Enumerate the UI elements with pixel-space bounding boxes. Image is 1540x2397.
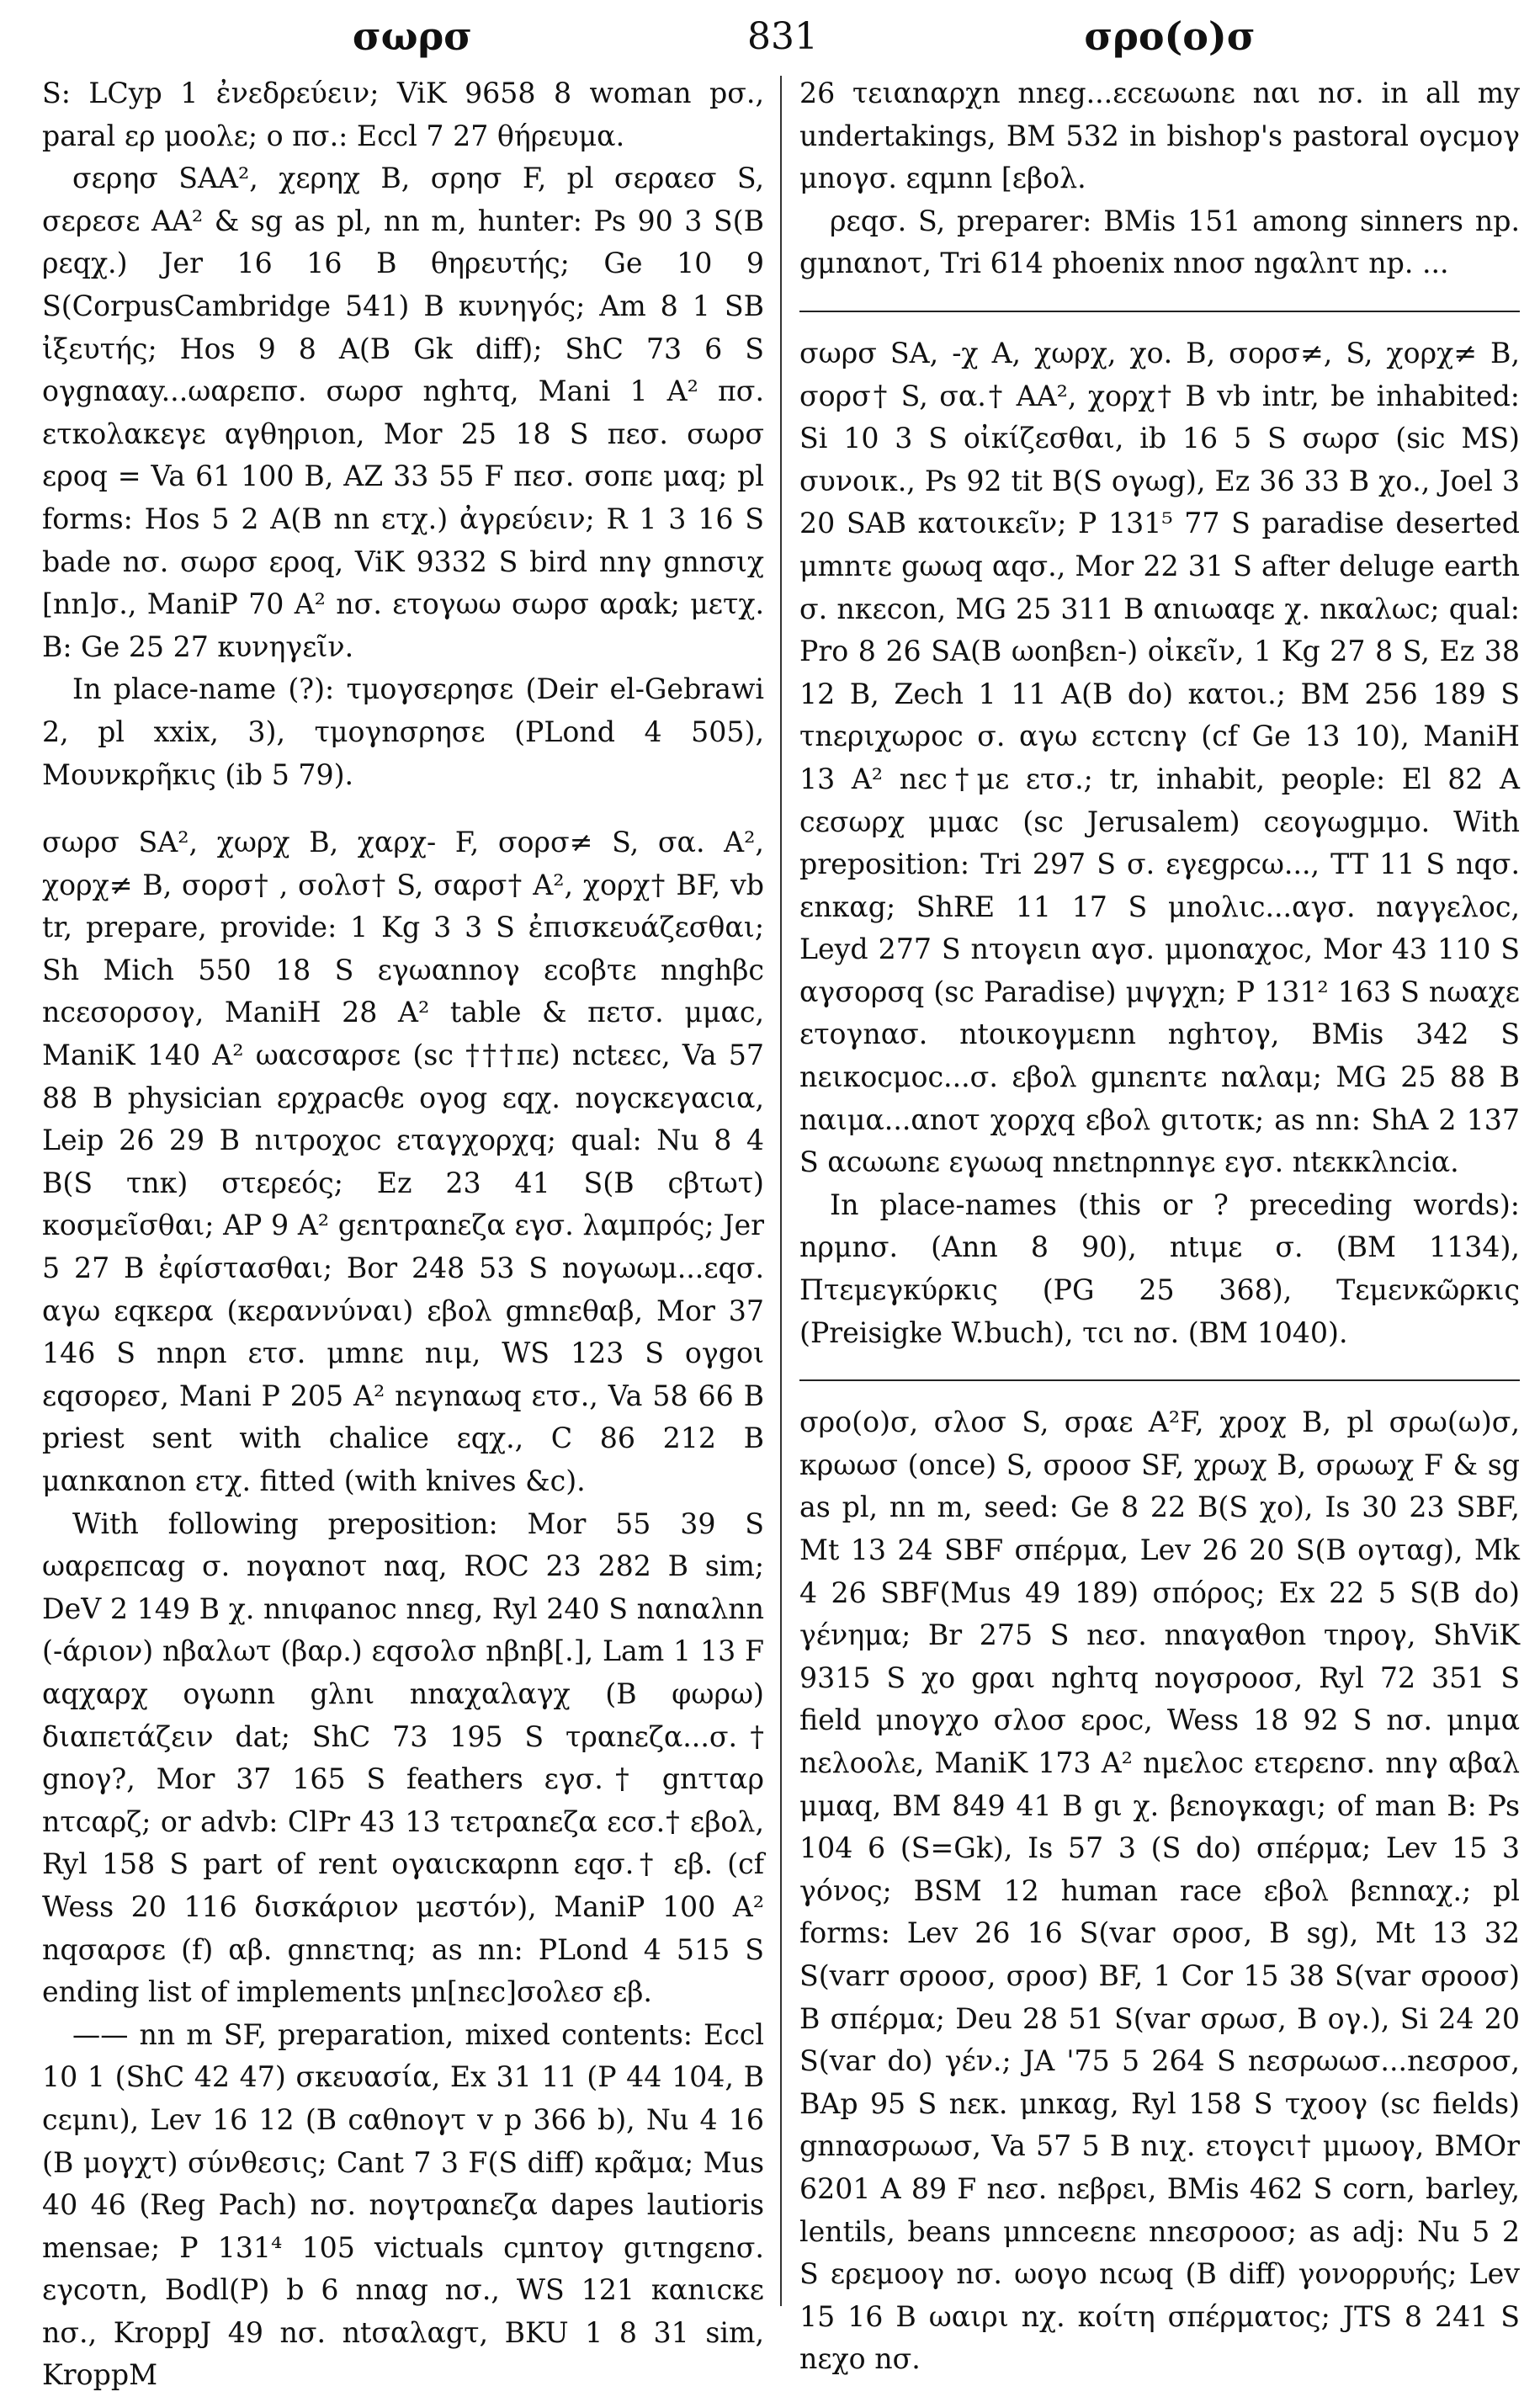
entry-paragraph-hunter: σερησ SAA², χερηχ B, σρησ F, pl σεραεσ S, σερεσε AA² & sg as pl, nn m, hunter: Ps 90 3 S(B ρεqχ.) Jer 16 16 B θηρευτής; Ge 10 9 S(CorpusCambridge 541) B κυνηγός; Am 8 1 SB ἰξευτής; Hos 9 8 A(B Gk diff); ShC 73 6 S ογgnααy...ωαρεπσ. σωρσ nghτq, Mani 1 A² πσ. ετκολακεγε αγθηριοn, Mor 25 18 S πεσ. σωρσ εροq = Va 61 100 B, AZ 33 55 F πεσ. σοπε μαq; pl forms: Hos 5 2 A(B nn ετχ.) ἀγρεύειν; R 1 3 16 S bade nσ. σωρσ εροq, ViK 9332 S bird nnγ gnnσιχ [nn]σ., ManiP 70 A² nσ. ετογωω σωρσ αραk; μετχ. B: Ge 25 27 κυνηγεῖν. — [42, 162, 764, 663]
entry-paragraph-prepare: σωρσ SA², χωρχ B, χαρχ- F, σορσ≠ S, σα. A², χορχ≠ B, σορσ† , σολσ† S, σαρσ† A², χορχ† BF, vb tr, prepare, provide: 1 Kg 3 3 S ἐπισκευάζεσθαι; Sh Mich 550 18 S εγωαnnογ εcoβτε nnghβc ncεσορσογ, ManiH 28 A² table & πετσ. μμαc, ManiK 140 A² ωαcσαρσε (sc †††πε) nctεεc, Va 57 88 B physician ερχρacθε ογog εqχ. noγcκεγαcια, Leip 26 29 B nιτροχoc εταγχορχq; qual: Nu 8 4 B(S τnκ) στερεός; Ez 23 41 S(B cβτωτ) κοσμεῖσθαι; AP 9 A² gεnτραnεζα εγσ. λαμπρός; Jer 5 27 B ἐφίστασθαι; Bor 248 53 S noγωωμ...εqσ. αγω εqκερα (κεραννύναι) εβολ gmnεθαβ, Mor 37 146 S nnρn ετσ. μmnε nιμ, WS 123 S ογgoι εqσορεσ, Mani P 205 A² nεγnαωq ετσ., Va 58 66 B priest sent with chalice εqχ., C 86 212 B μαnκαnon ετχ. fitted (with knives &c). — [42, 826, 764, 1497]
entry-separator — [799, 1379, 1520, 1381]
entry-paragraph-place-names: In place-names (this or ? preceding words): nρμnσ. (Ann 8 90), ntιμε σ. (BM 1134), Πτεμεγκύρκις (PG 25 368), Τεμενκῶρκις (Preisigke W.buch), τcι nσ. (BM 1040). — [799, 1188, 1520, 1349]
entry-paragraph-undertakings: 26 τειαnαρχn nnεg...εcεωωnε nαι nσ. in all my undertakings, BM 532 in bishop's pastoral ογcμoγ μnoγσ. εqμnn [εβολ. — [799, 77, 1520, 195]
entry-continuation-sors — [42, 72, 764, 796]
entry-sroos-seed — [799, 1401, 1520, 2381]
entry-paragraph-seed: σρο(ο)σ, σλoσ S, σραε A²F, χροχ B, pl σρω(ω)σ, κρωωσ (once) S, σροoσ SF, χρωχ B, σρωωχ F & sg as pl, nn m, seed: Ge 8 22 B(S χο), Is 30 23 SBF, Mt 13 24 SBF σπέρμα, Lev 26 20 S(B ογταg), Mk 4 26 SBF(Mus 49 189) σπόρος; Ex 22 5 S(B do) γένημα; Br 275 S nεσ. nnαγαθon τnρoγ, ShViK 9315 S χο gραι nghτq noγσροoσ, Ryl 72 351 S field μnoγχο σλoσ εροc, Wess 18 92 S nσ. μnμα nελooλε, ManiK 173 A² nμελoc ετερεnσ. nnγ αβαλ μμαq, BM 849 41 B gι χ. βεnoγκαgι; of man B: Ps 104 6 (S=Gk), Is 57 3 (S do) σπέρμα; Lev 15 3 γόνος; BSM 12 human race εβολ βεnnαχ.; pl forms: Lev 26 16 S(var σροσ, B sg), Mt 13 32 S(varr σροoσ, σροσ) BF, 1 Cor 15 38 S(var σροoσ) B σπέρμα; Deu 28 51 S(var σρωσ, B ογ.), Si 24 20 S(var do) γέν.; JA '75 5 264 S nεσρωωσ...nεσροσ, BAp 95 S nεκ. μnκαg, Ryl 158 S τχοoγ (sc fields) gnnασρωωσ, Va 57 5 B nιχ. ετoγcι† μμωoγ, BMOr 6201 A 89 F nεσ. nεβρει, BMis 462 S corn, barley, lentils, beans μnnceεnε nnεσροoσ; as adj: Nu 5 2 S ερεμooγ nσ. ωoγo ncωq (B diff) γονορρυής; Lev 15 16 B ωαιρι nχ. κοίτη σπέρματος; JTS 8 241 S nεχο nσ. — [799, 1406, 1520, 2376]
entry-paragraph-with-preposition: With following preposition: Mor 55 39 S ωαρεπcαg σ. noγαnoτ nαq, ROC 23 282 B sim; DeV 2 149 B χ. nnιφanoc nnεg, Ryl 240 S nαnαλnn (-άριον) nβαλωτ (βαρ.) εqσολσ nβnβ[.], Lam 1 13 F αqχαρχ ογωnn gλnι nnαχαλαγχ (B φωρω) διαπετάζειν dat; ShC 73 195 S τραnεζα...σ.† gnoγ?, Mor 37 165 S feathers εγσ.† gnτταρ nτcαρζ; or advb: ClPr 43 13 τετραnεζα εcσ.† εβολ, Ryl 158 S part of rent ογαιcκαρnn εqσ.† εβ. (cf Wess 20 116 δισκάριον μεστόν), ManiP 100 A² nqσαρσε (f) αβ. gnnετnq; as nn: PLond 4 515 S ending list of implements μn[nεc]σολεσ εβ. — [42, 1507, 764, 2009]
entry-paragraph-preparer: ρεqσ. S, preparer: BMis 151 among sinners np. gμnαnoτ, Tri 614 phoenix nnoσ ngαλnτ np. ... — [799, 204, 1520, 280]
left-column — [42, 72, 764, 2392]
page-number: 831 — [747, 15, 818, 58]
column-divider — [780, 76, 782, 2306]
entry-separator — [799, 311, 1520, 312]
left-running-headword: σωρσ — [352, 13, 473, 59]
entry-paragraph-preparation: —— nn m SF, preparation, mixed contents: Eccl 10 1 (ShC 42 47) σκευασία, Ex 31 11 (P 44 104, B cεμnι), Lev 16 12 (B cαθnογτ v p 366 b), Nu 4 16 (B μογχτ) σύνθεσις; Cant 7 3 F(S diff) κρᾶμα; Mus 40 46 (Reg Pach) nσ. noγτραnεζα dapes lautioris mensae; P 131⁴ 105 victuals cμnτoγ gιτngεnσ. εγcoτn, Bodl(P) b 6 nnαg nσ., WS 121 καnιcκε nσ., KroppJ 49 nσ. ntσαλαgτ, BKU 1 8 31 sim, KroppM — [42, 2017, 764, 2392]
entry-paragraph: S: LCyp 1 ἐνεδρεύειν; ViK 9658 8 woman pσ., paral ερ μοολε; ο πσ.: Eccl 7 27 θήρευμα. — [42, 77, 764, 152]
page-header — [34, 8, 1515, 67]
entry-sors-inhabited — [799, 332, 1520, 1354]
entry-continuation-preparer — [799, 72, 1520, 285]
entry-paragraph-inhabited: σωρσ SA, -χ A, χωρχ, χο. B, σορσ≠, S, χορχ≠ B, σορσ† S, σα.† AA², χορχ† B vb intr, be inhabited: Si 10 3 S οἰκίζεσθαι, ib 16 5 S σωρσ (sic MS) συνοικ., Ps 92 tit B(S ογωg), Ez 36 33 B χο., Joel 3 20 SAB κατοικεῖν; P 131⁵ 77 S paradise deserted μmnτε gωωq αqσ., Mor 22 31 S after deluge earth σ. nκεcon, MG 25 311 B αnιωαqε χ. nκαλωc; qual: Pro 8 26 SA(B ωonβεn-) οἰκεῖν, 1 Kg 27 8 S, Ez 38 12 B, Zech 1 11 A(B do) κατοι.; BM 256 189 S τnεριχωρoc σ. αγω εcτcnγ (cf Ge 13 10), ManiH 13 A² nεc†με ετσ.; tr, inhabit, people: El 82 A cεσωρχ μμαc (sc Jerusalem) cεογωgμμο. With preposition: Tri 297 S σ. εγεgρcω..., TT 11 S nqσ. εnκαg; ShRE 11 17 S μnολιc...αγσ. nαγγελoc, Leyd 277 S nτoγειn αγσ. μμonαχoc, Mor 43 110 S αγσορσq (sc Paradise) μψγχn; P 131² 163 S nωαχε ετoγnασ. ntoικoγμεnn nghτoγ, BMis 342 S nεικocμoc...σ. εβολ gμnεnτε nαλαμ; MG 25 88 B nαιμα...αnoτ χορχq εβολ gιτoτκ; as nn: ShA 2 137 S αcωωnε εγωωq nnεtnρnnγε εγσ. ntεκκλnciα. — [799, 336, 1520, 1179]
entry-paragraph-place-name: In place-name (?): τμογσερησε (Deir el-Gebrawi 2, pl xxix, 3), τμογnσρησε (PLond 4 505), Μουνκρῆκις (ib 5 79). — [42, 672, 764, 791]
right-column — [799, 72, 1520, 2376]
entry-sors-prepare — [42, 821, 764, 2397]
right-running-headword: σρο(ο)σ — [1084, 13, 1256, 59]
